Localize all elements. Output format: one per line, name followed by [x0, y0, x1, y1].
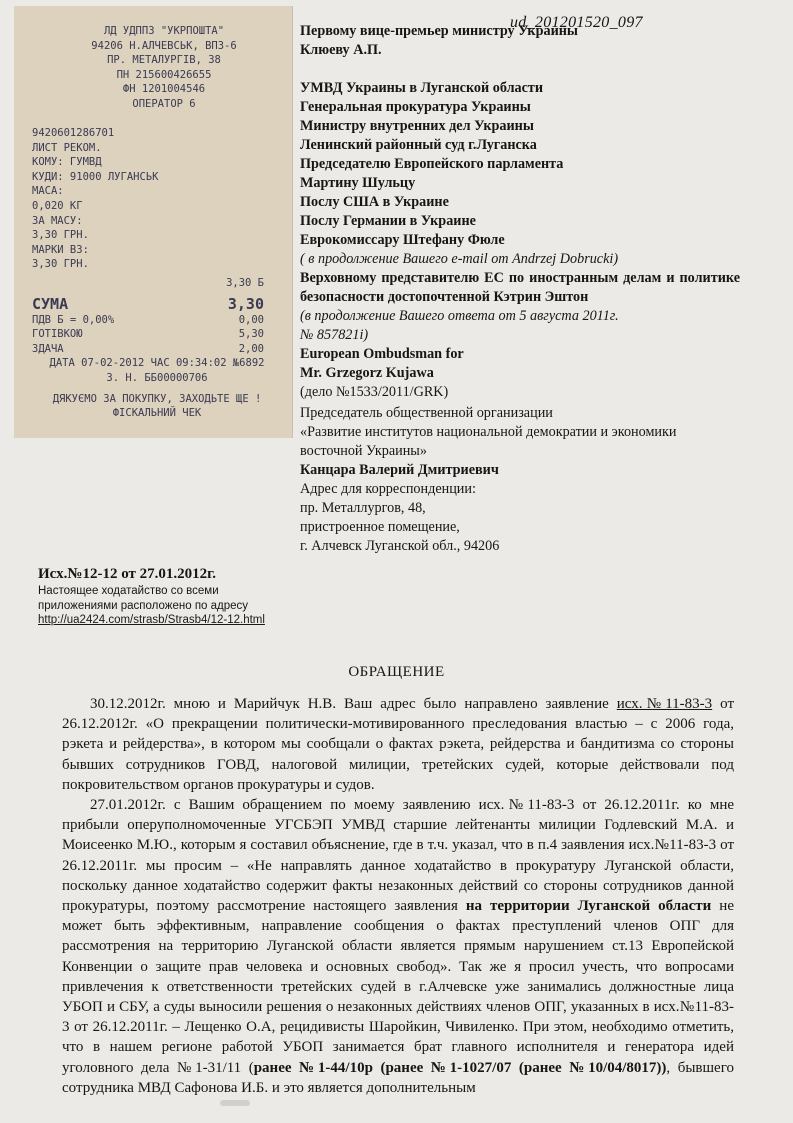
- addressee-line: (в продолжение Вашего ответа от 5 августа 2011г.: [300, 308, 619, 324]
- receipt-line: 3,30 ГРН.: [32, 258, 89, 271]
- receipt-body: [32, 126, 282, 421]
- addressee-line: Председателю Европейского парламента: [300, 156, 564, 172]
- sender-line: «Развитие институтов национальной демократии и экономики восточной Украины»: [300, 424, 677, 459]
- addressee-line: Mr. Grzegorz Kujawa: [300, 365, 434, 381]
- addressee-line: European Ombudsman for: [300, 346, 464, 362]
- addressee-line: Генеральная прокуратура Украины: [300, 99, 531, 115]
- reference-number: исх.№11-83-3: [616, 696, 713, 712]
- document-id: ud_201201520_097: [510, 14, 643, 31]
- receipt-line: 9420601286701: [32, 127, 115, 139]
- sender-block: [300, 404, 740, 556]
- addressee-line: Мартину Шульцу: [300, 175, 416, 191]
- addressee-line: Верховному представителю ЕС по иностранным делам и политике безопасности достопочтенной Кэтрин Эштон: [300, 270, 740, 305]
- receipt-amount-b: 3,30 Б: [226, 276, 264, 289]
- addressee-line: Еврокомиссару Штефану Фюле: [300, 232, 505, 248]
- outgoing-number: Исх.№12-12 от 27.01.2012г.: [38, 566, 216, 582]
- addressee-line: № 857821i): [300, 327, 369, 343]
- outgoing-note-text: Настоящее ходатайство со всеми приложениями расположено по адресу: [38, 585, 249, 612]
- receipt-datetime: ДАТА 07-02-2012 ЧАС 09:34:02 №6892: [49, 357, 265, 370]
- receipt-vat-label: ПДВ Б = 0,00%: [32, 313, 115, 326]
- receipt-line: КУДИ: 91000 ЛУГАНСЬК: [32, 170, 159, 183]
- receipt-header-line: ПН 215600426655: [116, 68, 212, 81]
- receipt-line: 3,30 ГРН.: [32, 229, 89, 242]
- receipt-cash-row: [32, 327, 282, 342]
- paragraph-1: 30.12.2012г. мною и Марийчук Н.В. Ваш адрес было направлено заявление исх.№11-83-3 от 26.12.2012г. «О прекращении политически-мотивированного преследования властью – с 2006 года, рэкета и рейдерства», в котором мы сообщали о фактах рэкета, рейдерства и бандитизма со стороны бывших сотрудников ГОВД, налоговой милиции, третейских судей, которые действовали под покровительством органов прокуратуры и судов.: [62, 696, 735, 793]
- receipt-sum-label: СУМА: [32, 294, 69, 313]
- receipt-line: МАРКИ ВЗ:: [32, 243, 89, 256]
- postal-receipt: [14, 6, 293, 438]
- addressee-line: ( в продолжение Вашего e-mail от Andrzej Dobrucki): [300, 251, 619, 267]
- receipt-vat-value: 0,00: [238, 313, 264, 326]
- sender-line: пристроенное помещение,: [300, 519, 460, 535]
- receipt-thanks: ДЯКУЄМО ЗА ПОКУПКУ, ЗАХОДЬТЕ ЩЕ !: [52, 392, 262, 405]
- receipt-change-value: 2,00: [238, 342, 264, 355]
- receipt-header-line: 94206 Н.АЛЧЕВСЬК, ВПЗ-6: [91, 39, 237, 52]
- addressee-line: Послу Германии в Украине: [300, 213, 476, 229]
- receipt-header: [74, 24, 254, 112]
- addressee-line: (дело №1533/2011/GRK): [300, 384, 449, 400]
- receipt-line: ЛИСТ РЕКОМ.: [32, 141, 102, 154]
- receipt-line: ЗА МАСУ:: [32, 214, 83, 227]
- document-title: ОБРАЩЕНИЕ: [348, 664, 445, 680]
- sender-line: пр. Металлургов, 48,: [300, 500, 426, 516]
- receipt-fiscal-label: ФІСКАЛЬНИЙ ЧЕК: [112, 407, 202, 420]
- receipt-header-line: ОПЕРАТОР 6: [132, 97, 196, 110]
- receipt-line: МАСА:: [32, 185, 64, 198]
- addressee-block: [300, 22, 740, 402]
- receipt-sum-row: [32, 295, 282, 313]
- receipt-header-line: ФН 1201004546: [122, 83, 206, 96]
- receipt-serial: 3. Н. ББ00000706: [106, 371, 208, 384]
- addressee-line: Клюеву А.П.: [300, 42, 382, 58]
- receipt-header-line: ПР. МЕТАЛУРГІВ, 38: [107, 54, 221, 67]
- receipt-cash-label: ГОТІВКОЮ: [32, 328, 83, 341]
- receipt-header-line: ЛД УДППЗ "УКРПОШТА": [103, 25, 225, 37]
- sender-line: Адрес для корреспонденции:: [300, 481, 476, 497]
- receipt-line: КОМУ: ГУМВД: [32, 156, 102, 169]
- sender-name: Канцара Валерий Дмитриевич: [300, 462, 499, 478]
- receipt-change-row: [32, 342, 282, 357]
- sender-line: г. Алчевск Луганской обл., 94206: [300, 538, 500, 554]
- document-body: [62, 694, 734, 1098]
- sender-line: Председатель общественной организации: [300, 405, 553, 421]
- addressee-line: Первому вице-премьер министру Украины: [300, 23, 579, 39]
- outgoing-link[interactable]: http://ua2424.com/strasb/Strasb4/12-12.html: [38, 614, 265, 626]
- addressee-line: Министру внутренних дел Украины: [300, 118, 534, 134]
- outgoing-note: [38, 584, 288, 628]
- addressee-line: Ленинский районный суд г.Луганска: [300, 137, 537, 153]
- paragraph-2: 27.01.2012г. с Вашим обращением по моему заявлению исх.№11-83-3 от 26.12.2011г. ко мне прибыли оперуполномоченные УГСБЭП УМВД старшие лейтенанты милиции Годлевский М.А. и Моисеенко М.Ю., которым я составил объяснение, где в т.ч. указал, что в п.4 заявления исх.№11-83-3 от 26.12.2011г. мы просим – «Не направлять данное ходатайство в прокуратуру Луганской области, поскольку данное ходатайство содержит факты незаконных действий со стороны сотрудников данной прокуратуры, поэтому рассмотрение настоящего заявления на территории Луганской области не может быть эффективным, направление сообщения о фактах преступлений членов ОПГ для рассмотрения на территорию Луганской области является прямым нарушением ст.13 Европейской Конвенции о защите прав человека и основных свобод». Так же я просил учесть, что вопросами привлечения к ответственности третейских судей в г.Алчевске уже занимались должностные лица УБОП и СБУ, а суды выносили решения о незаконных действиях членов ОПГ, указанных в исх.№11-83-3 от 26.12.2011г. – Лещенко О.А, рецидивисты Шаройкин, Чивиленко. При этом, необходимо отметить, что в нашем регионе работой УБОП занимается брат главного исполнителя и генератора идей уголовного дела №1-31/11 (ранее №1-44/10р (ранее №1-1027/07 (ранее №10/04/8017)), бывшего сотрудника МВД Сафонова И.Б. и это является дополнительным: [62, 797, 734, 1096]
- addressee-line: Послу США в Украине: [300, 194, 449, 210]
- receipt-line: 0,020 КГ: [32, 199, 83, 212]
- receipt-cash-value: 5,30: [238, 328, 264, 341]
- addressee-line: УМВД Украины в Луганской области: [300, 80, 544, 96]
- receipt-change-label: ЗДАЧА: [32, 342, 64, 355]
- scan-smudge: [220, 1100, 250, 1106]
- receipt-vat-row: [32, 313, 282, 328]
- receipt-sum-value: 3,30: [227, 294, 264, 313]
